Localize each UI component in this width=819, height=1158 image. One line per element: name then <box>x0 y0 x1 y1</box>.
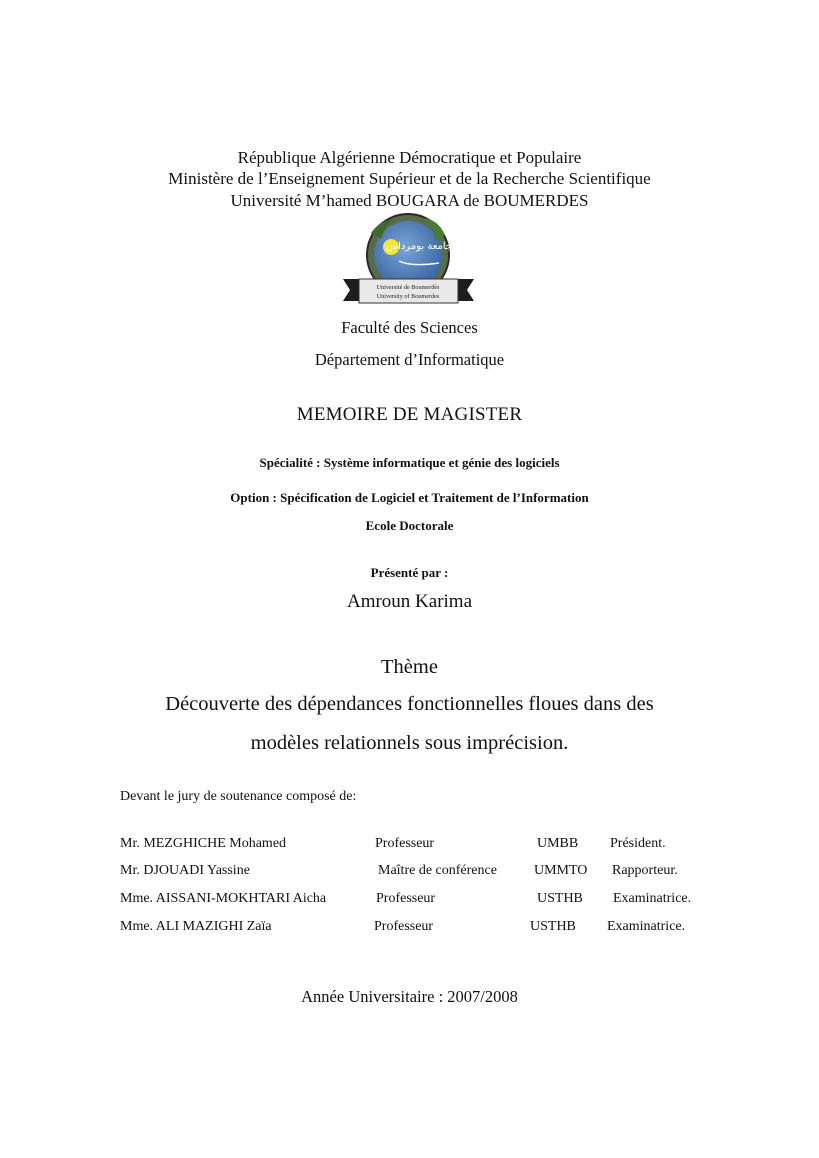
logo-banner-line2: University of Boumerdes <box>376 293 440 300</box>
jury-member-institution: USTHB <box>537 891 583 906</box>
jury-member-name: Mme. AISSANI-MOKHTARI Aicha <box>120 891 327 906</box>
header-ministry: Ministère de l’Enseignement Supérieur et de la Recherche Scientifique <box>168 169 651 188</box>
jury-row <box>0 919 819 939</box>
jury-member-role: Président. <box>610 836 666 851</box>
author-name: Amroun Karima <box>346 591 473 612</box>
logo-banner-line1: Université de Boumerdès <box>376 284 440 291</box>
jury-member-role: Rapporteur. <box>612 863 678 878</box>
ecole-doctorale: Ecole Doctorale <box>365 518 454 533</box>
thesis-title-line2: modèles relationnels sous imprécision. <box>250 732 569 754</box>
specialite: Spécialité : Système informatique et génie des logiciels <box>259 455 560 470</box>
jury-member-grade: Professeur <box>375 836 435 851</box>
jury-member-name: Mme. ALI MAZIGHI Zaïa <box>120 919 272 934</box>
theme-label: Thème <box>381 656 438 678</box>
jury-member-grade: Professeur <box>376 891 436 906</box>
university-logo <box>341 213 476 313</box>
jury-intro: Devant le jury de soutenance composé de: <box>120 789 357 804</box>
jury-member-name: Mr. DJOUADI Yassine <box>120 863 250 878</box>
jury-row <box>0 836 819 856</box>
academic-year: Année Universitaire : 2007/2008 <box>301 987 518 1006</box>
faculty: Faculté des Sciences <box>341 318 478 337</box>
jury-member-grade: Maître de conférence <box>378 863 497 878</box>
jury-member-institution: USTHB <box>530 919 576 934</box>
jury-member-grade: Professeur <box>374 919 434 934</box>
header-republic: République Algérienne Démocratique et Populaire <box>237 148 582 167</box>
department: Département d’Informatique <box>314 350 505 369</box>
header-university: Université M’hamed BOUGARA de BOUMERDES <box>230 191 589 210</box>
jury-member-institution: UMBB <box>537 836 579 851</box>
memoire-title: MEMOIRE DE MAGISTER <box>296 404 523 425</box>
jury-member-role: Examinatrice. <box>607 919 686 934</box>
thesis-title-line1: Découverte des dépendances fonctionnelles floues dans des <box>165 693 654 715</box>
jury-row <box>0 863 819 883</box>
presente-par: Présenté par : <box>370 565 449 580</box>
option: Option : Spécification de Logiciel et Traitement de l’Information <box>230 490 589 505</box>
jury-member-role: Examinatrice. <box>613 891 692 906</box>
jury-member-name: Mr. MEZGHICHE Mohamed <box>120 836 287 851</box>
jury-row <box>0 891 819 911</box>
logo-arabic-text: جامعة بومرداس <box>385 241 453 252</box>
jury-member-institution: UMMTO <box>534 863 588 878</box>
